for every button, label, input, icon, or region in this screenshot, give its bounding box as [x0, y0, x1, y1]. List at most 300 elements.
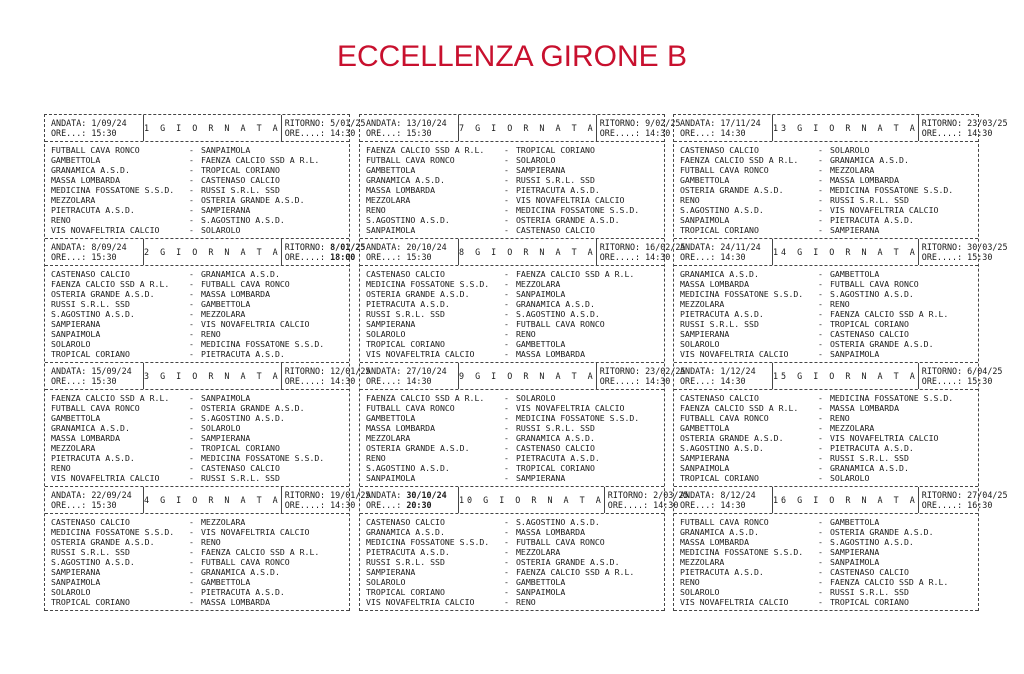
- match-separator: -: [818, 557, 823, 567]
- home-team: GAMBETTOLA: [366, 165, 416, 175]
- match-separator: -: [818, 215, 823, 225]
- away-team: TROPICAL CORIANO: [830, 319, 909, 329]
- home-team: SANPAIMOLA: [51, 329, 101, 339]
- match-separator: -: [504, 299, 509, 309]
- match-row: [360, 413, 664, 423]
- ritorno-cell: [918, 239, 1008, 265]
- home-team: MEZZOLARA: [51, 195, 96, 205]
- round-label: G I O R N A T A: [160, 123, 281, 133]
- home-team: FUTBALL CAVA RONCO: [366, 155, 455, 165]
- match-separator: -: [818, 577, 823, 587]
- match-row: [674, 403, 978, 413]
- away-team: RUSSI S.R.L. SSD: [201, 473, 280, 483]
- home-team: OSTERIA GRANDE A.S.D.: [366, 289, 470, 299]
- match-row: [674, 155, 978, 165]
- ritorno-line: [607, 490, 689, 500]
- ritorno-time: 14:30: [330, 376, 356, 386]
- ritorno-time: 14:30: [645, 128, 671, 138]
- home-team: MEDICINA FOSSATONE S.S.D.: [366, 279, 490, 289]
- away-team: S.AGOSTINO A.S.D.: [201, 215, 285, 225]
- match-row: [45, 517, 349, 527]
- match-row: [45, 279, 349, 289]
- home-team: GAMBETTOLA: [366, 413, 416, 423]
- home-team: MEZZOLARA: [51, 443, 96, 453]
- match-separator: -: [189, 319, 194, 329]
- round-title: [773, 115, 918, 141]
- home-team: MEZZOLARA: [680, 557, 725, 567]
- ore-label: ORE...:: [366, 128, 402, 138]
- home-team: PIETRACUTA A.S.D.: [680, 567, 764, 577]
- match-separator: -: [189, 557, 194, 567]
- home-team: TROPICAL CORIANO: [366, 587, 445, 597]
- away-team: MASSA LOMBARDA: [201, 597, 271, 607]
- ritorno-line: [921, 490, 1008, 500]
- match-row: [45, 349, 349, 359]
- ritorno-time-line: [600, 128, 675, 138]
- home-team: CASTENASO CALCIO: [366, 517, 445, 527]
- andata-cell: [45, 363, 144, 389]
- ritorno-date: 8/01/25: [330, 242, 366, 252]
- home-team: S.AGOSTINO A.S.D.: [680, 205, 764, 215]
- away-team: S.AGOSTINO A.S.D.: [516, 309, 600, 319]
- match-separator: -: [818, 279, 823, 289]
- home-team: FAENZA CALCIO SSD A R.L.: [680, 403, 799, 413]
- away-team: PIETRACUTA A.S.D.: [201, 587, 285, 597]
- andata-line: [51, 118, 143, 128]
- match-row: [45, 299, 349, 309]
- match-separator: -: [504, 339, 509, 349]
- away-team: OSTERIA GRANDE A.S.D.: [201, 403, 305, 413]
- match-row: [360, 145, 664, 155]
- away-team: FUTBALL CAVA RONCO: [201, 557, 290, 567]
- home-team: SAMPIERANA: [680, 453, 730, 463]
- home-team: SOLAROLO: [51, 587, 91, 597]
- match-row: [360, 205, 664, 215]
- match-separator: -: [818, 587, 823, 597]
- andata-date: 8/09/24: [91, 242, 127, 252]
- away-team: SANPAIMOLA: [830, 349, 880, 359]
- home-team: PIETRACUTA A.S.D.: [366, 547, 450, 557]
- match-separator: -: [189, 279, 194, 289]
- away-team: TROPICAL CORIANO: [516, 145, 595, 155]
- match-row: [45, 453, 349, 463]
- schedule-column-1: [44, 114, 371, 611]
- ritorno-date: 6/04/25: [967, 366, 1003, 376]
- away-team: SANPAIMOLA: [830, 557, 880, 567]
- andata-time-line: [51, 252, 143, 262]
- home-team: MEDICINA FOSSATONE S.S.D.: [366, 537, 490, 547]
- away-team: TROPICAL CORIANO: [201, 443, 280, 453]
- match-list: [45, 514, 349, 610]
- match-row: [360, 473, 664, 483]
- away-team: RENO: [201, 537, 221, 547]
- ritorno-label: RITORNO:: [607, 490, 649, 500]
- andata-cell: [674, 363, 773, 389]
- match-row: [45, 195, 349, 205]
- andata-label: ANDATA:: [680, 242, 716, 252]
- match-separator: -: [504, 577, 509, 587]
- match-separator: -: [818, 309, 823, 319]
- match-row: [674, 547, 978, 557]
- ritorno-time: 14:30: [645, 376, 671, 386]
- match-separator: -: [189, 567, 194, 577]
- home-team: PIETRACUTA A.S.D.: [366, 299, 450, 309]
- andata-time: 15:30: [91, 128, 117, 138]
- home-team: FUTBALL CAVA RONCO: [51, 403, 140, 413]
- andata-date: 1/09/24: [91, 118, 127, 128]
- match-row: [674, 517, 978, 527]
- home-team: MASSA LOMBARDA: [680, 537, 750, 547]
- andata-cell: [674, 239, 773, 265]
- away-team: SAMPIERANA: [830, 547, 880, 557]
- round-label: G I O R N A T A: [475, 371, 596, 381]
- away-team: OSTERIA GRANDE A.S.D.: [830, 527, 934, 537]
- home-team: CASTENASO CALCIO: [51, 269, 130, 279]
- match-row: [45, 537, 349, 547]
- home-team: SAMPIERANA: [51, 567, 101, 577]
- round-label: G I O R N A T A: [160, 371, 281, 381]
- andata-line: [366, 242, 458, 252]
- ritorno-cell: [281, 115, 366, 141]
- match-separator: -: [189, 195, 194, 205]
- match-separator: -: [189, 403, 194, 413]
- ritorno-label: RITORNO:: [284, 118, 326, 128]
- round-number: 2: [144, 247, 153, 257]
- match-separator: -: [504, 443, 509, 453]
- round-number: 9: [459, 371, 468, 381]
- away-team: RENO: [830, 413, 850, 423]
- away-team: GAMBETTOLA: [516, 577, 566, 587]
- ritorno-line: [921, 118, 1008, 128]
- home-team: MASSA LOMBARDA: [51, 433, 121, 443]
- ritorno-line: [921, 366, 1003, 376]
- home-team: FUTBALL CAVA RONCO: [680, 165, 769, 175]
- away-team: VIS NOVAFELTRIA CALCIO: [201, 527, 310, 537]
- away-team: MEZZOLARA: [516, 547, 561, 557]
- andata-line: [680, 242, 772, 252]
- away-team: GAMBETTOLA: [201, 577, 251, 587]
- match-separator: -: [818, 225, 823, 235]
- home-team: SAMPIERANA: [51, 319, 101, 329]
- away-team: CASTENASO CALCIO: [830, 567, 909, 577]
- round-block: [360, 363, 686, 487]
- match-row: [45, 205, 349, 215]
- match-separator: -: [818, 175, 823, 185]
- ritorno-cell: [281, 239, 366, 265]
- round-number: 16: [773, 495, 790, 505]
- home-team: MASSA LOMBARDA: [51, 175, 121, 185]
- ritorno-time-line: [600, 376, 675, 386]
- match-separator: -: [504, 215, 509, 225]
- away-team: PIETRACUTA A.S.D.: [201, 349, 285, 359]
- page-title: ECCELLENZA GIRONE B: [336, 40, 688, 73]
- match-separator: -: [504, 269, 509, 279]
- away-team: MEDICINA FOSSATONE S.S.D.: [201, 453, 325, 463]
- round-title: [144, 487, 281, 513]
- match-row: [45, 443, 349, 453]
- away-team: RENO: [516, 329, 536, 339]
- andata-label: ANDATA:: [366, 366, 402, 376]
- home-team: SANPAIMOLA: [366, 225, 416, 235]
- match-row: [674, 215, 978, 225]
- away-team: VIS NOVAFELTRIA CALCIO: [830, 205, 939, 215]
- away-team: CASTENASO CALCIO: [201, 175, 280, 185]
- home-team: S.AGOSTINO A.S.D.: [51, 557, 135, 567]
- match-row: [360, 309, 664, 319]
- round-block: [674, 115, 1008, 239]
- match-separator: -: [818, 289, 823, 299]
- home-team: RUSSI S.R.L. SSD: [680, 319, 759, 329]
- round-title: [459, 363, 596, 389]
- round-label: G I O R N A T A: [160, 495, 281, 505]
- match-row: [45, 225, 349, 235]
- ritorno-cell: [596, 363, 686, 389]
- andata-time: 20:30: [406, 500, 432, 510]
- round-number: 15: [773, 371, 790, 381]
- home-team: TROPICAL CORIANO: [51, 597, 130, 607]
- match-separator: -: [818, 443, 823, 453]
- match-row: [674, 567, 978, 577]
- away-team: GAMBETTOLA: [830, 517, 880, 527]
- away-team: S.AGOSTINO A.S.D.: [830, 289, 914, 299]
- andata-time: 14:30: [720, 500, 746, 510]
- match-separator: -: [189, 393, 194, 403]
- match-separator: -: [818, 473, 823, 483]
- home-team: VIS NOVAFELTRIA CALCIO: [680, 349, 789, 359]
- andata-line: [680, 490, 772, 500]
- ritorno-cell: [918, 363, 1003, 389]
- andata-cell: [45, 115, 144, 141]
- away-team: VIS NOVAFELTRIA CALCIO: [830, 433, 939, 443]
- match-separator: -: [189, 165, 194, 175]
- round-header: [45, 363, 371, 390]
- ritorno-cell: [281, 363, 371, 389]
- away-team: MEDICINA FOSSATONE S.S.D.: [516, 413, 640, 423]
- round-number: 1: [144, 123, 153, 133]
- match-row: [45, 339, 349, 349]
- home-team: MASSA LOMBARDA: [680, 279, 750, 289]
- match-separator: -: [504, 319, 509, 329]
- away-team: GRANAMICA A.S.D.: [201, 567, 280, 577]
- home-team: PIETRACUTA A.S.D.: [680, 309, 764, 319]
- match-row: [45, 289, 349, 299]
- match-row: [45, 393, 349, 403]
- match-separator: -: [818, 155, 823, 165]
- match-separator: -: [504, 537, 509, 547]
- round-block: [360, 487, 689, 611]
- match-separator: -: [504, 547, 509, 557]
- match-separator: -: [818, 145, 823, 155]
- ritorno-time-line: [922, 500, 997, 510]
- home-team: FAENZA CALCIO SSD A R.L.: [366, 393, 485, 403]
- home-team: GRANAMICA A.S.D.: [51, 423, 130, 433]
- ritorno-cell: [596, 239, 686, 265]
- match-list: [360, 266, 664, 362]
- away-team: CASTENASO CALCIO: [830, 329, 909, 339]
- round-block: [45, 487, 371, 611]
- home-team: RENO: [51, 463, 71, 473]
- match-separator: -: [189, 175, 194, 185]
- match-separator: -: [189, 289, 194, 299]
- home-team: FAENZA CALCIO SSD A R.L.: [51, 393, 170, 403]
- ore-label: ORE....:: [921, 376, 963, 386]
- match-row: [360, 517, 664, 527]
- away-team: SOLAROLO: [830, 145, 870, 155]
- match-separator: -: [818, 319, 823, 329]
- andata-time-line: [366, 376, 458, 386]
- andata-cell: [45, 487, 144, 513]
- away-team: MEZZOLARA: [830, 165, 875, 175]
- away-team: RUSSI S.R.L. SSD: [830, 587, 909, 597]
- away-team: S.AGOSTINO A.S.D.: [201, 413, 285, 423]
- away-team: OSTERIA GRANDE A.S.D.: [516, 215, 620, 225]
- andata-time-line: [366, 252, 458, 262]
- ritorno-cell: [604, 487, 689, 513]
- andata-date: 30/10/24: [406, 490, 447, 500]
- ritorno-line: [284, 242, 366, 252]
- home-team: MASSA LOMBARDA: [366, 185, 436, 195]
- match-row: [360, 577, 664, 587]
- match-row: [360, 403, 664, 413]
- andata-cell: [674, 487, 773, 513]
- ore-label: ORE....:: [607, 500, 649, 510]
- match-separator: -: [189, 453, 194, 463]
- andata-label: ANDATA:: [366, 118, 402, 128]
- ritorno-time-line: [600, 252, 675, 262]
- andata-label: ANDATA:: [680, 118, 716, 128]
- round-block: [360, 239, 686, 363]
- away-team: GRANAMICA A.S.D.: [830, 155, 909, 165]
- match-separator: -: [818, 597, 823, 607]
- match-row: [360, 393, 664, 403]
- home-team: RUSSI S.R.L. SSD: [366, 557, 445, 567]
- home-team: VIS NOVAFELTRIA CALCIO: [51, 473, 160, 483]
- match-separator: -: [189, 329, 194, 339]
- ritorno-line: [599, 118, 681, 128]
- home-team: SANPAIMOLA: [51, 577, 101, 587]
- match-separator: -: [504, 329, 509, 339]
- match-row: [674, 597, 978, 607]
- ritorno-time-line: [922, 252, 997, 262]
- away-team: OSTERIA GRANDE A.S.D.: [830, 339, 934, 349]
- match-list: [360, 514, 664, 610]
- match-row: [45, 175, 349, 185]
- match-separator: -: [189, 463, 194, 473]
- round-title: [773, 363, 918, 389]
- andata-line: [680, 118, 772, 128]
- home-team: SOLAROLO: [680, 587, 720, 597]
- match-separator: -: [189, 527, 194, 537]
- match-row: [360, 279, 664, 289]
- match-row: [360, 463, 664, 473]
- match-separator: -: [818, 537, 823, 547]
- round-header: [674, 487, 1008, 514]
- andata-time-line: [51, 500, 143, 510]
- match-row: [360, 269, 664, 279]
- home-team: OSTERIA GRANDE A.S.D.: [51, 537, 155, 547]
- match-separator: -: [818, 185, 823, 195]
- away-team: FUTBALL CAVA RONCO: [830, 279, 919, 289]
- ritorno-cell: [596, 115, 681, 141]
- andata-time: 14:30: [720, 252, 746, 262]
- home-team: FAENZA CALCIO SSD A R.L.: [51, 279, 170, 289]
- match-row: [674, 393, 978, 403]
- round-header: [45, 239, 366, 266]
- andata-label: ANDATA:: [51, 366, 87, 376]
- match-row: [674, 453, 978, 463]
- andata-line: [366, 366, 458, 376]
- home-team: RUSSI S.R.L. SSD: [51, 299, 130, 309]
- match-row: [360, 453, 664, 463]
- ore-label: ORE....:: [921, 252, 963, 262]
- ritorno-cell: [918, 115, 1008, 141]
- home-team: S.AGOSTINO A.S.D.: [366, 215, 450, 225]
- away-team: RUSSI S.R.L. SSD: [201, 185, 280, 195]
- home-team: VIS NOVAFELTRIA CALCIO: [366, 349, 475, 359]
- home-team: SAMPIERANA: [366, 567, 416, 577]
- match-separator: -: [818, 269, 823, 279]
- match-row: [674, 299, 978, 309]
- match-row: [674, 557, 978, 567]
- ritorno-line: [921, 242, 1008, 252]
- match-row: [360, 547, 664, 557]
- match-list: [45, 266, 349, 362]
- match-row: [674, 473, 978, 483]
- away-team: SAMPIERANA: [516, 165, 566, 175]
- match-separator: -: [504, 155, 509, 165]
- home-team: SAMPIERANA: [680, 329, 730, 339]
- ritorno-time: 14:30: [330, 128, 356, 138]
- match-row: [674, 165, 978, 175]
- round-block: [45, 115, 366, 239]
- match-separator: -: [504, 413, 509, 423]
- home-team: RUSSI S.R.L. SSD: [51, 547, 130, 557]
- match-row: [360, 597, 664, 607]
- match-separator: -: [818, 517, 823, 527]
- match-separator: -: [504, 309, 509, 319]
- away-team: SOLAROLO: [516, 155, 556, 165]
- match-row: [360, 319, 664, 329]
- home-team: MEDICINA FOSSATONE S.S.D.: [680, 547, 804, 557]
- home-team: OSTERIA GRANDE A.S.D.: [51, 289, 155, 299]
- round-title: [144, 239, 281, 265]
- home-team: MASSA LOMBARDA: [366, 423, 436, 433]
- andata-date: 22/09/24: [91, 490, 132, 500]
- match-row: [360, 433, 664, 443]
- andata-time: 14:30: [720, 128, 746, 138]
- match-row: [45, 165, 349, 175]
- match-separator: -: [504, 185, 509, 195]
- match-row: [45, 433, 349, 443]
- match-separator: -: [189, 473, 194, 483]
- andata-time: 15:30: [91, 252, 117, 262]
- match-separator: -: [189, 339, 194, 349]
- match-separator: -: [818, 433, 823, 443]
- round-number: 10: [459, 495, 476, 505]
- away-team: PIETRACUTA A.S.D.: [516, 185, 600, 195]
- away-team: FAENZA CALCIO SSD A R.L.: [516, 567, 635, 577]
- ore-label: ORE...:: [366, 376, 402, 386]
- andata-label: ANDATA:: [680, 366, 716, 376]
- match-row: [45, 413, 349, 423]
- andata-label: ANDATA:: [51, 242, 87, 252]
- ritorno-label: RITORNO:: [599, 242, 641, 252]
- match-separator: -: [189, 547, 194, 557]
- match-list: [674, 514, 978, 610]
- away-team: RUSSI S.R.L. SSD: [830, 195, 909, 205]
- match-row: [45, 577, 349, 587]
- away-team: FAENZA CALCIO SSD A R.L.: [201, 155, 320, 165]
